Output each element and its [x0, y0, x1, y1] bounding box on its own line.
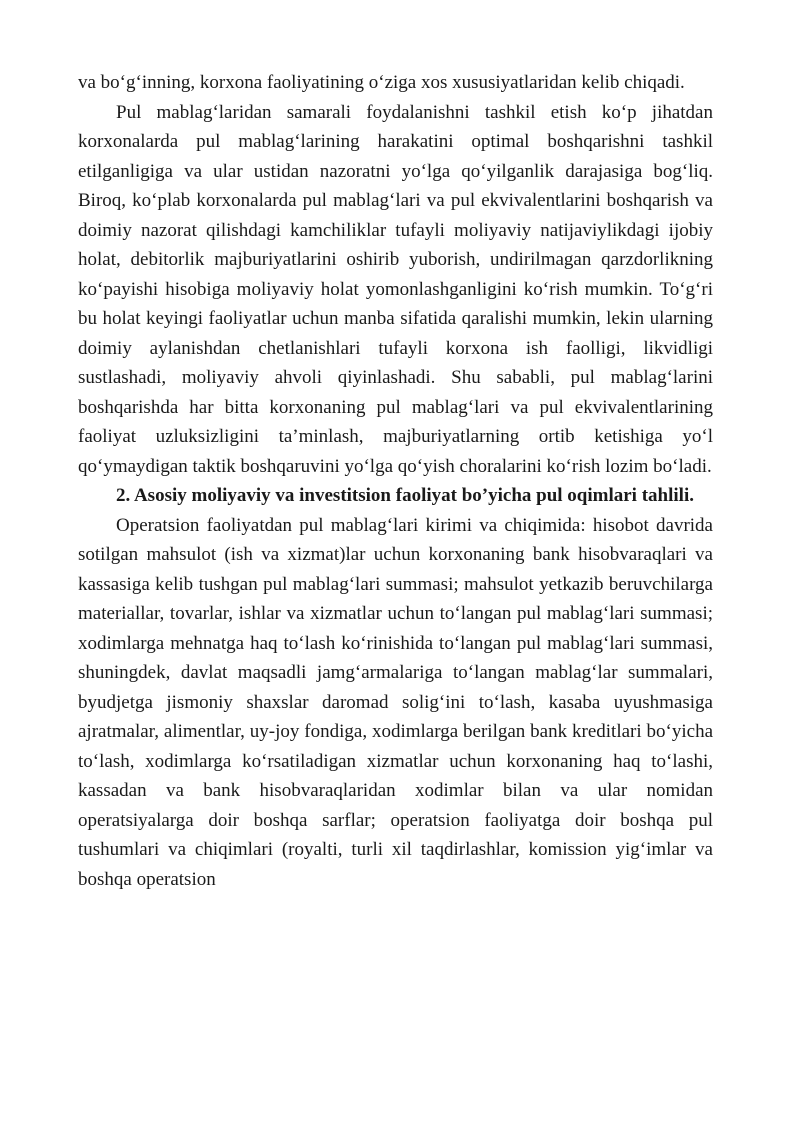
paragraph-cash-management: Pul mablag‘laridan samarali foydalanishni tashkil etish ko‘p jihatdan korxonalarda pul mablag‘larining harakatini optimal boshqarishni tashkil etilganligiga va ular ustidan nazoratni yo‘lga qo‘yilganlik darajasiga bog‘liq. Biroq, ko‘plab korxonalarda pul mablag‘lari va pul ekvivalentlarini boshqarish va doimiy nazorat qilishdagi kamchiliklar tufayli moliyaviy natijaviylikdagi ijobiy holat, debitorlik majburiyatlarini oshirib yuborish, undirilmagan qarzdorlikning ko‘payishi hisobiga moliyaviy holat yomonlashganligini ko‘rish mumkin. To‘g‘ri bu holat keyingi faoliyatlar uchun manba sifatida qaralishi mumkin, lekin ularning doimiy aylanishdan chetlanishlari tufayli korxona ish faolligi, likvidligi sustlashadi, moliyaviy ahvoli qiyinlashadi. Shu sababli, pul mablag‘larini boshqarishda har bitta korxonaning pul mablag‘lari va pul ekvivalentlarining faoliyat uzluksizligini ta’minlash, majburiyatlarning ortib ketishiga yo‘l qo‘ymaydigan taktik boshqaruvini yo‘lga qo‘yish choralarini ko‘rish lozim bo‘ladi. — [78, 101, 713, 477]
document-page — [78, 68, 713, 894]
section-heading: 2. Asosiy moliyaviy va investitsion faoliyat bo’yicha pul oqimlari tahlili. — [116, 485, 694, 506]
paragraph-operating-activity: Operatsion faoliyatdan pul mablag‘lari kirimi va chiqimida: hisobot davrida sotilgan mahsulot (ish va xizmat)lar uchun korxonaning bank hisobvaraqlari va kassasiga kelib tushgan pul mablag‘lari summasi; mahsulot yetkazib beruvchilarga materiallar, tovarlar, ishlar va xizmatlar uchun to‘langan pul mablag‘lari summasi; xodimlarga mehnatga haq to‘lash ko‘rinishida to‘langan pul mablag‘lari summasi, shuningdek, davlat maqsadli jamg‘armalariga to‘langan mablag‘lar summalari, byudjetga jismoniy shaxslar daromad solig‘ini to‘lash, kasaba uyushmasiga ajratmalar, alimentlar, uy-joy fondiga, xodimlarga berilgan bank kreditlari bo‘yicha to‘lash, xodimlarga ko‘rsatiladigan xizmatlar uchun korxonaning haq to‘lashi, kassadan va bank hisobvaraqlaridan xodimlar bilan va ular nomidan operatsiyalarga doir boshqa sarflar; operatsion faoliyatga doir boshqa pul tushumlari va chiqimlari (royalti, turli xil taqdirlashlar, komission yig‘imlar va boshqa operatsion — [78, 514, 713, 890]
paragraph-continuation: va bo‘g‘inning, korxona faoliyatining o‘ziga xos xususiyatlaridan kelib chiqadi. — [78, 72, 685, 93]
